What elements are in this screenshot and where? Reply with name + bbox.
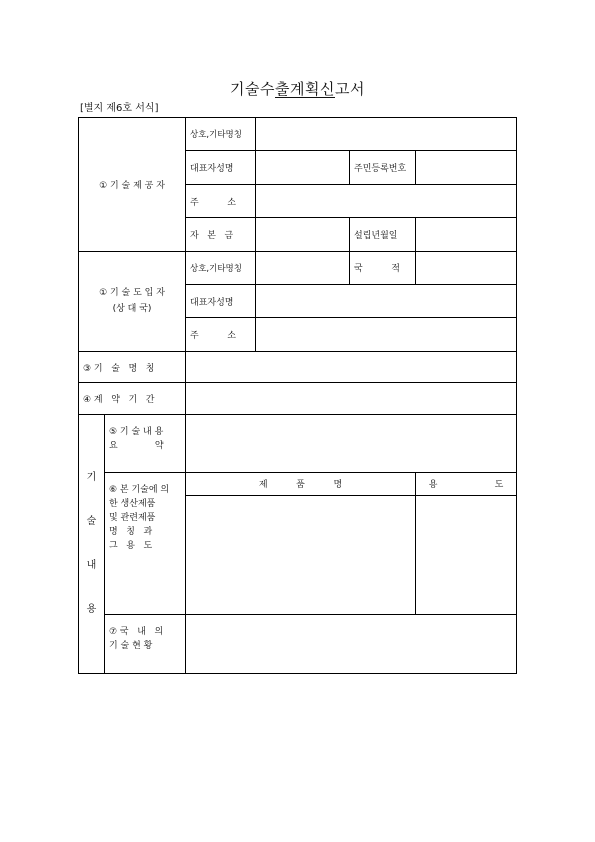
title-underlined: 출계획신: [275, 80, 335, 98]
importer-address-label: 주 소: [186, 318, 256, 351]
importer-address-field[interactable]: [256, 318, 517, 351]
vertical-char-4: 용: [86, 603, 97, 615]
domestic-field[interactable]: [186, 615, 517, 674]
tech-name-label: ③ 기 술 명 칭: [79, 351, 186, 382]
product-name-field[interactable]: [186, 495, 416, 615]
tech-name-field[interactable]: [186, 351, 517, 382]
provider-capital-field[interactable]: [256, 218, 350, 251]
domestic-label: [105, 615, 186, 674]
use-header: 용 도: [416, 473, 517, 495]
products-line2: 한 생산제품: [109, 499, 156, 510]
provider-founded-label: 설립년월일: [350, 218, 416, 251]
summary-label: [105, 414, 186, 473]
summary-line1: ⑤ 기 술 내 용: [109, 426, 164, 437]
provider-rep-name-field[interactable]: [256, 151, 350, 184]
provider-trade-name-label: 상호,기타명칭: [186, 118, 256, 151]
importer-rep-name-label: 대표자성명: [186, 285, 256, 318]
importer-section-line2: (상 대 국): [112, 304, 152, 315]
provider-capital-label: 자 본 금: [186, 218, 256, 251]
title-pre: 기술수: [230, 80, 276, 98]
provider-address-label: 주 소: [186, 184, 256, 217]
products-line5: 그 용 도: [109, 541, 153, 552]
summary-line2: 요 약: [109, 440, 164, 451]
contract-period-label: ④ 계 약 기 간: [79, 383, 186, 414]
summary-field[interactable]: [186, 414, 517, 473]
product-name-header: 제 품 명: [186, 473, 416, 495]
products-line4: 명 칭 과: [109, 527, 153, 538]
form-number: [별지 제6호 서식]: [80, 103, 159, 114]
provider-rep-name-label: 대표자성명: [186, 151, 256, 184]
report-form-table: [78, 117, 517, 674]
vertical-char-1: 기: [86, 471, 97, 483]
vertical-char-2: 술: [86, 515, 97, 527]
importer-nationality-field[interactable]: [416, 251, 517, 284]
domestic-line2: 기 술 현 황: [109, 641, 153, 652]
importer-section-label: [79, 251, 186, 351]
importer-nationality-label: 국 적: [350, 251, 416, 284]
importer-trade-name-field[interactable]: [256, 251, 350, 284]
domestic-line1: ⑦ 국 내 의: [109, 627, 164, 638]
products-line3: 및 관련제품: [109, 513, 156, 524]
title-post: 고서: [334, 80, 365, 98]
form-title: [0, 78, 595, 99]
provider-resident-no-label: 주민등록번호: [350, 151, 416, 184]
importer-rep-name-field[interactable]: [256, 285, 517, 318]
provider-trade-name-field[interactable]: [256, 118, 517, 151]
provider-address-field[interactable]: [256, 184, 517, 217]
provider-section-label: ① 기 술 제 공 자: [79, 118, 186, 252]
products-label: [105, 473, 186, 615]
provider-resident-no-field[interactable]: [416, 151, 517, 184]
use-field[interactable]: [416, 495, 517, 615]
products-line1: ⑥ 본 기술에 의: [109, 485, 170, 496]
provider-founded-field[interactable]: [416, 218, 517, 251]
vertical-char-3: 내: [86, 559, 97, 571]
contract-period-field[interactable]: [186, 383, 517, 414]
importer-trade-name-label: 상호,기타명칭: [186, 251, 256, 284]
tech-content-vertical-label: [79, 414, 105, 673]
importer-section-line1: ① 기 술 도 입 자: [99, 288, 165, 299]
